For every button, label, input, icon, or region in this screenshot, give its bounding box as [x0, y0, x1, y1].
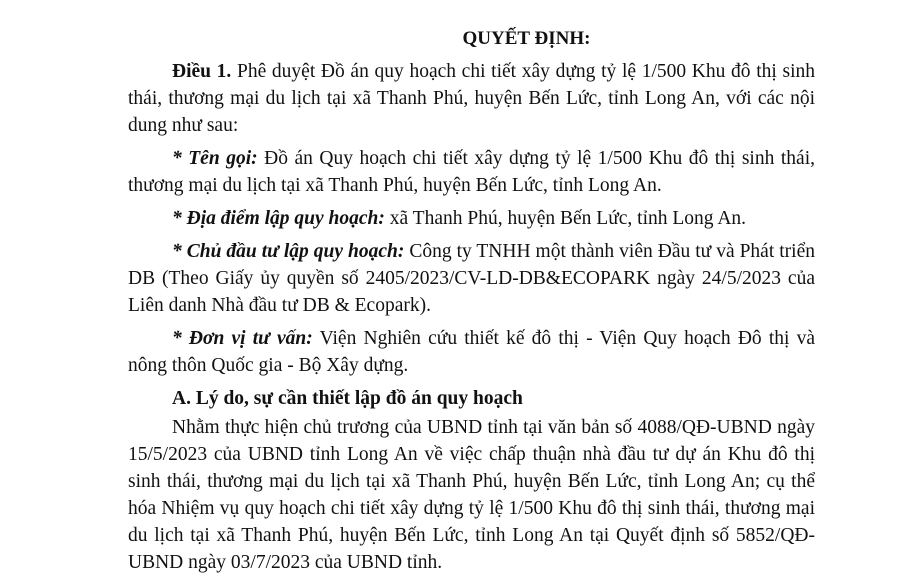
item-don-vi-tu-van [128, 325, 815, 379]
item-text: Đồ án Quy hoạch chi tiết xây dựng tỷ lệ 1/500 Khu đô thị sinh thái, thương mại du lịch tại xã Thanh Phú, huyện Bến Lức, tỉnh Long An. [128, 148, 815, 196]
item-label: * Chủ đầu tư lập quy hoạch: [172, 241, 405, 262]
item-dia-diem [128, 205, 815, 232]
item-text: Công ty TNHH một thành viên Đầu tư và Phát triển DB (Theo Giấy ủy quyền số 2405/2023/CV-LD-DB&ECOPARK ngày 24/5/2023 của Liên danh Nhà đầu tư DB & Ecopark). [128, 241, 815, 316]
article-1-label: Điều 1. [172, 61, 232, 82]
section-a-heading: A. Lý do, sự cần thiết lập đồ án quy hoạch [172, 388, 523, 409]
item-label: * Đơn vị tư vấn: [172, 328, 313, 349]
item-label: * Địa điểm lập quy hoạch: [172, 208, 385, 229]
item-label: * Tên gọi: [172, 148, 258, 169]
item-text: xã Thanh Phú, huyện Bến Lức, tỉnh Long An. [384, 208, 747, 229]
item-ten-goi [128, 145, 815, 199]
item-chu-dau-tu [128, 238, 815, 319]
section-a-body: Nhằm thực hiện chủ trương của UBND tỉnh tại văn bản số 4088/QĐ-UBND ngày 15/5/2023 của UBND tỉnh Long An về việc chấp thuận nhà đầu tư dự án Khu đô thị sinh thái, thương mại du lịch tại xã Thanh Phú, huyện Bến Lức, tỉnh Long An; cụ thể hóa Nhiệm vụ quy hoạch chi tiết xây dựng tỷ lệ 1/500 Khu đô thị sinh thái, thương mại du lịch tại xã Thanh Phú, huyện Bến Lức, tỉnh Long An tại Quyết định số 5852/QĐ-UBND ngày 03/7/2023 của UBND tỉnh. [128, 417, 815, 573]
item-text: Viện Nghiên cứu thiết kế đô thị - Viện Quy hoạch Đô thị và nông thôn Quốc gia - Bộ Xây dựng. [128, 328, 816, 376]
article-1-text: Phê duyệt Đồ án quy hoạch chi tiết xây dựng tỷ lệ 1/500 Khu đô thị sinh thái, thương mại du lịch tại xã Thanh Phú, huyện Bến Lức, tỉnh Long An, với các nội dung như sau: [128, 61, 815, 136]
article-1-paragraph [128, 58, 815, 139]
decision-title: QUYẾT ĐỊNH: [462, 28, 591, 49]
